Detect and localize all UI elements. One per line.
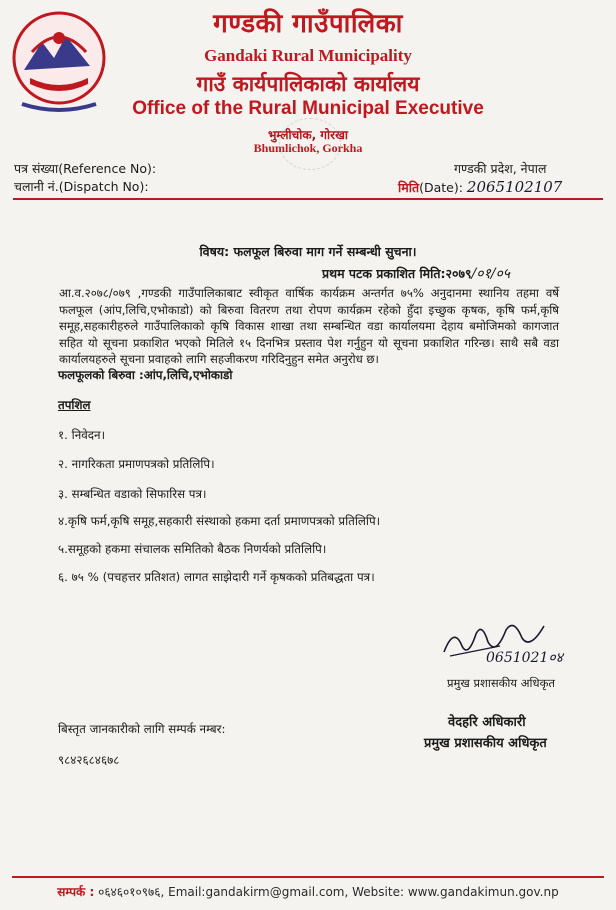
location-np: भुम्लीचोक, गोरखा	[267, 128, 349, 142]
header-divider	[13, 198, 603, 200]
date-field	[398, 178, 562, 196]
footer-phone: ०६४६०१०९७६,	[98, 885, 165, 899]
saplings-line: फलफूलको बिरुवा :आंप,लिचि,एभोकाडो	[58, 368, 233, 382]
province-label: गण्डकी प्रदेश, नेपाल	[454, 161, 547, 176]
signatory-title: प्रमुख प्रशासकीय अधिकृत	[424, 736, 547, 751]
published-label: प्रथम पटक प्रकाशित मिति:२०७९	[322, 266, 472, 281]
details-heading: तपशिल	[58, 398, 91, 412]
contact-label: बिस्तृत जानकारीको लागि सम्पर्क नम्बर:	[58, 722, 226, 736]
published-date	[322, 264, 510, 283]
location-en: Bhumlichok, Gorkha	[253, 141, 363, 155]
municipality-name-en: Gandaki Rural Municipality	[204, 46, 412, 65]
list-item: ३. सम्बन्धित वडाको सिफारिस पत्र।	[58, 487, 207, 501]
published-date-handwritten: /०१/०५	[471, 266, 511, 282]
list-item: २. नागरिकता प्रमाणपत्रको प्रतिलिपि।	[58, 457, 215, 471]
list-item: ६. ७५ % (पचहत्तर प्रतिशत) लागत साझेदारी गर्ने कृषकको प्रतिबद्धता पत्र।	[58, 570, 375, 584]
municipality-name-np: गण्डकी गाउँपालिका	[213, 9, 403, 39]
list-item: ५.समूहको हकमा संचालक समितिको बैठक निणर्यको प्रतिलिपि।	[58, 542, 327, 556]
contact-number: ९८४२६८४६७८	[58, 753, 120, 767]
notice-body: आ.व.२०७८/०७९ ,गण्डकी गाउँपालिकाबाट स्वीकृत वार्षिक कार्यक्रम अन्तर्गत ७५% अनुदानमा स्थानिय तहमा वर्षे फलफूल (आंप,लिचि,एभोकाडो) को बिरुवा वितरण तथा रोपण कार्यक्रम रहेको हुँदा इच्छुक कृषक, कृषि फर्म,कृषि समूह,सहकारीहरुले गाउँपालिकाको कृषि विकास शाखा तथा सम्बन्धित वडा कार्यालयमा देहाय बमोजिमको कागजात सहित यो सूचना प्रकाशित भएको मितिले १५ दिनभित्र प्रस्ताव पेश गर्नुहुन यो सूचना प्रकाशित गरिन्छ। साथै सबै वडा कार्यालयहरुले सूचना प्रवाहको लागि सहजीकरण गरिदिनुहुन समेत अनुरोध छ।	[59, 286, 559, 366]
reference-no-label: पत्र संख्या(Reference No):	[14, 161, 157, 176]
date-label-en: (Date):	[419, 180, 463, 195]
list-item: १. निवेदन।	[58, 428, 106, 442]
signatory-name: वेदहरि अधिकारी	[448, 715, 526, 730]
notice-subject: विषय: फलफूल बिरुवा माग गर्ने सम्बन्धी सुचना।	[199, 244, 417, 259]
footer-label: सम्पर्क :	[57, 885, 95, 899]
footer-website: Website: www.gandakimun.gov.np	[352, 885, 559, 899]
list-item: ४.कृषि फर्म,कृषि समूह,सहकारी संस्थाको हकमा दर्ता प्रमाणपत्रको प्रतिलिपि।	[58, 514, 381, 528]
footer-contact	[0, 883, 616, 900]
office-name-en: Office of the Rural Municipal Executive	[132, 98, 484, 119]
office-name-np: गाउँ कार्यपालिकाको कार्यालय	[196, 72, 420, 96]
footer-divider	[12, 876, 604, 878]
date-label-np: मिति	[398, 180, 420, 195]
office-seal-stamp	[279, 118, 341, 170]
signature-date: 0651021०४	[486, 650, 563, 666]
footer-email: Email:gandakirm@gmail.com,	[168, 885, 349, 899]
signatory-title-small: प्रमुख प्रशासकीय अधिकृत	[447, 676, 555, 690]
date-handwritten: 2065102107	[466, 178, 563, 196]
dispatch-no-label: चलानी नं.(Dispatch No):	[14, 179, 149, 194]
